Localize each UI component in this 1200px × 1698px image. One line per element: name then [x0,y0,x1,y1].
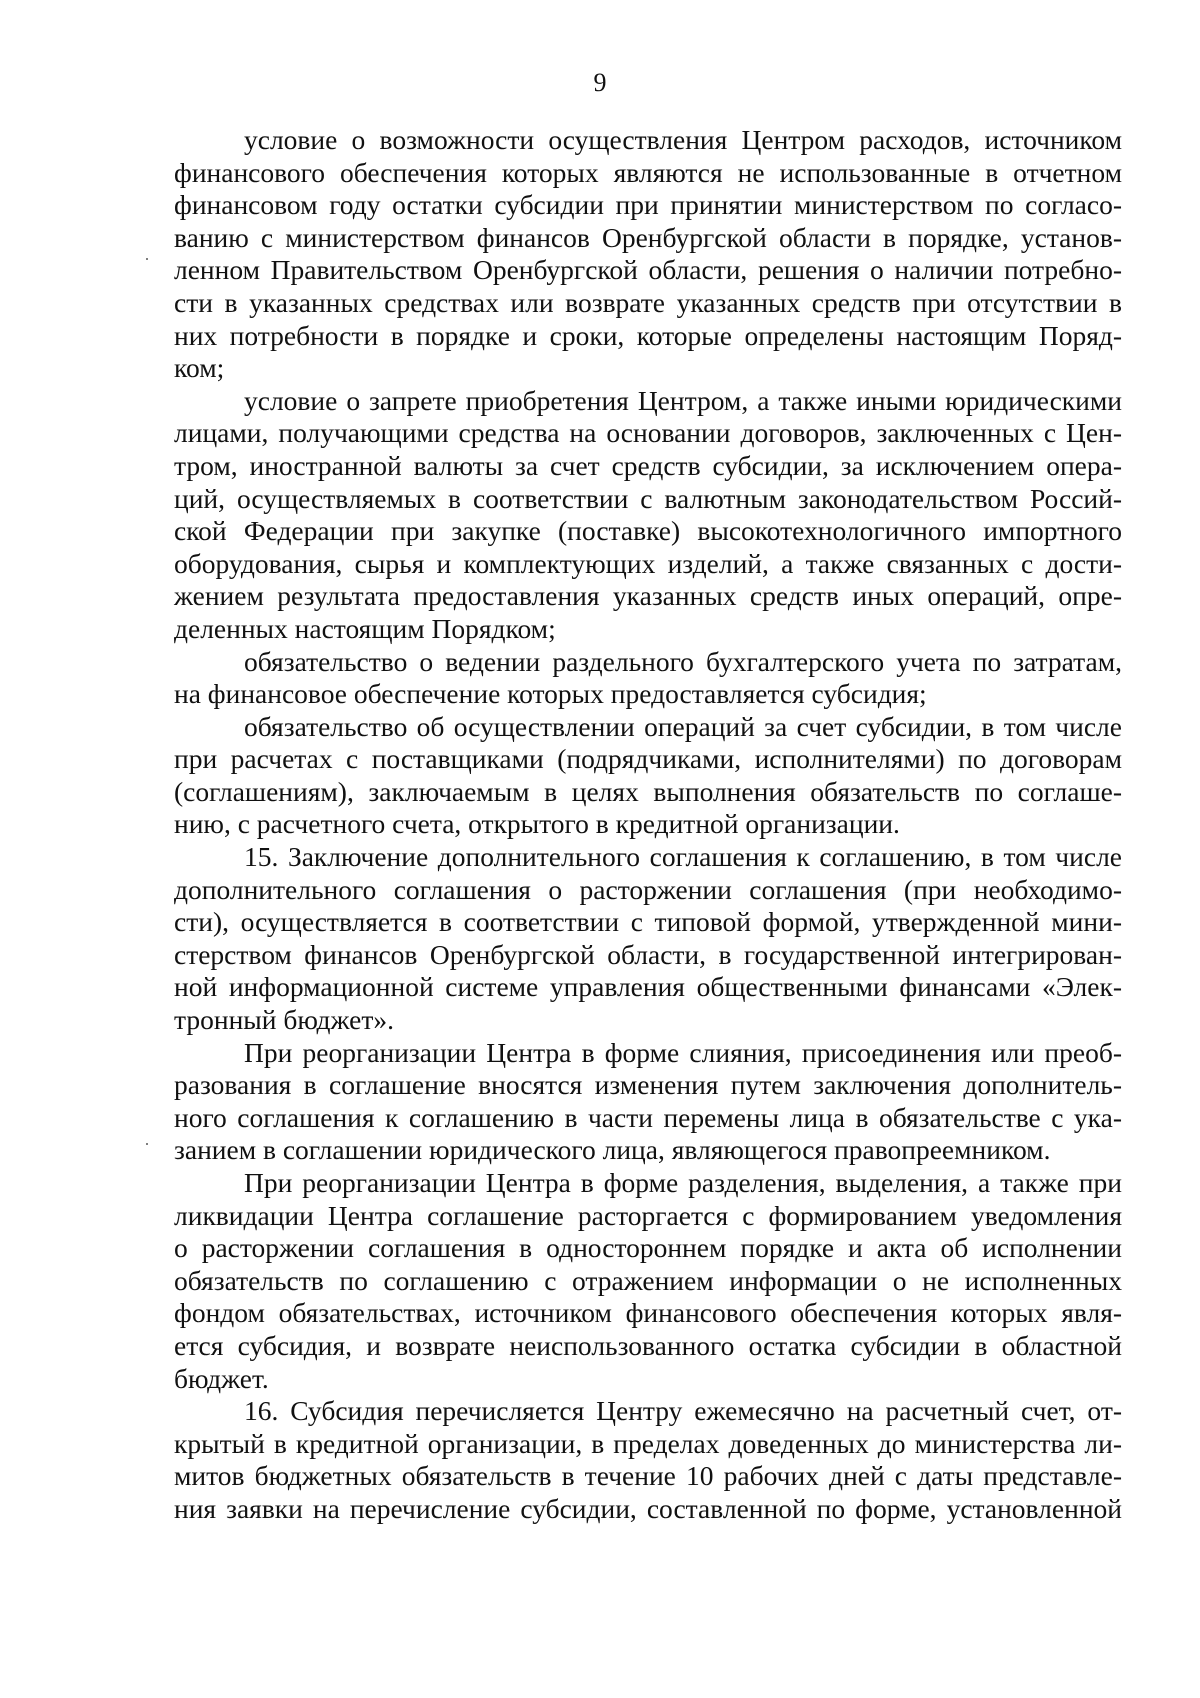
text-line: них потребности в порядке и сроки, которые определены настоящим Поряд- [174,319,1122,351]
text-line: (соглашениям), заключаемым в целях выполнения обязательств по соглаше- [174,775,1122,807]
text-line: обязательство о ведении раздельного бухгалтерского учета по затратам, [244,645,1122,677]
paragraph [174,124,1122,385]
text-line: обязательств по соглашению с отражением информации о не исполненных [174,1264,1122,1296]
text-line: ния заявки на перечисление субсидии, составленной по форме, установленной [174,1492,1122,1524]
text-line: сти), осуществляется в соответствии с типовой формой, утвержденной мини- [174,906,1122,938]
text-line: ской Федерации при закупке (поставке) высокотехнологичного импортного [174,515,1122,547]
text-line: о расторжении соглашения в одностороннем порядке и акта об исполнении [174,1232,1122,1264]
page-number: 9 [593,68,607,97]
scan-speck [146,1143,148,1145]
text-line: тронный бюджет». [174,1004,394,1036]
text-line: лицами, получающими средства на основании договоров, заключенных с Цен- [174,417,1122,449]
text-line: ций, осуществляемых в соответствии с валютным законодательством Россий- [174,482,1122,514]
text-line: условие о возможности осуществления Центром расходов, источником [244,124,1122,155]
text-line: разования в соглашение вносятся изменения путем заключения дополнитель- [174,1069,1122,1101]
text-line: 16. Субсидия перечисляется Центру ежемесячно на расчетный счет, от- [244,1395,1122,1427]
text-line: тром, иностранной валюты за счет средств субсидии, за исключением опера- [174,449,1122,481]
paragraph [174,646,1122,711]
document-body [174,124,1122,1526]
text-line: условие о запрете приобретения Центром, а также иными юридическими [244,384,1122,416]
text-line: финансового обеспечения которых являются не использованные в отчетном [174,156,1122,188]
paragraph [174,841,1122,1037]
text-line: При реорганизации Центра в форме слияния, присоединения или преоб- [244,1036,1122,1068]
scan-speck [146,258,148,260]
text-line: сти в указанных средствах или возврате указанных средств при отсутствии в [174,286,1122,318]
text-line: финансовом году остатки субсидии при принятии министерством по согласо- [174,189,1122,221]
text-line: фондом обязательствах, источником финансового обеспечения которых явля- [174,1297,1122,1329]
text-line: ленном Правительством Оренбургской области, решения о наличии потребно- [174,254,1122,286]
text-line: при расчетах с поставщиками (подрядчиками, исполнителями) по договорам [174,743,1122,775]
paragraph [174,1167,1122,1395]
text-line: нию, с расчетного счета, открытого в кредитной организации. [174,808,900,840]
text-line: обязательство об осуществлении операций за счет субсидии, в том числе [244,710,1122,742]
text-line: занием в соглашении юридического лица, являющегося правопреемником. [174,1134,1051,1166]
paragraph [174,711,1122,841]
text-line: оборудования, сырья и комплектующих изделий, а также связанных с дости- [174,547,1122,579]
text-line: жением результата предоставления указанных средств иных операций, опре- [174,580,1122,612]
text-line: митов бюджетных обязательств в течение 10 рабочих дней с даты представле- [174,1460,1122,1492]
text-line: бюджет. [174,1362,269,1394]
text-line: ликвидации Центра соглашение расторгается с формированием уведомления [174,1199,1122,1231]
text-line: ного соглашения к соглашению в части перемены лица в обязательстве с ука- [174,1101,1122,1133]
text-line: ной информационной системе управления общественными финансами «Элек- [174,971,1122,1003]
paragraph [174,1395,1122,1525]
paragraph [174,1037,1122,1167]
text-line: ется субсидия, и возврате неиспользованного остатка субсидии в областной [174,1329,1122,1361]
text-line: на финансовое обеспечение которых предоставляется субсидия; [174,678,927,710]
text-line: 15. Заключение дополнительного соглашения к соглашению, в том числе [244,841,1122,873]
text-line: стерством финансов Оренбургской области, в государственной интегрирован- [174,938,1122,970]
text-line: крытый в кредитной организации, в пределах доведенных до министерства ли- [174,1427,1122,1459]
text-line: ком; [174,352,225,384]
text-line: деленных настоящим Порядком; [174,612,556,644]
text-line: ванию с министерством финансов Оренбургской области в порядке, установ- [174,221,1122,253]
paragraph [174,385,1122,646]
text-line: дополнительного соглашения о расторжении соглашения (при необходимо- [174,873,1122,905]
text-line: При реорганизации Центра в форме разделения, выделения, а также при [244,1167,1122,1198]
